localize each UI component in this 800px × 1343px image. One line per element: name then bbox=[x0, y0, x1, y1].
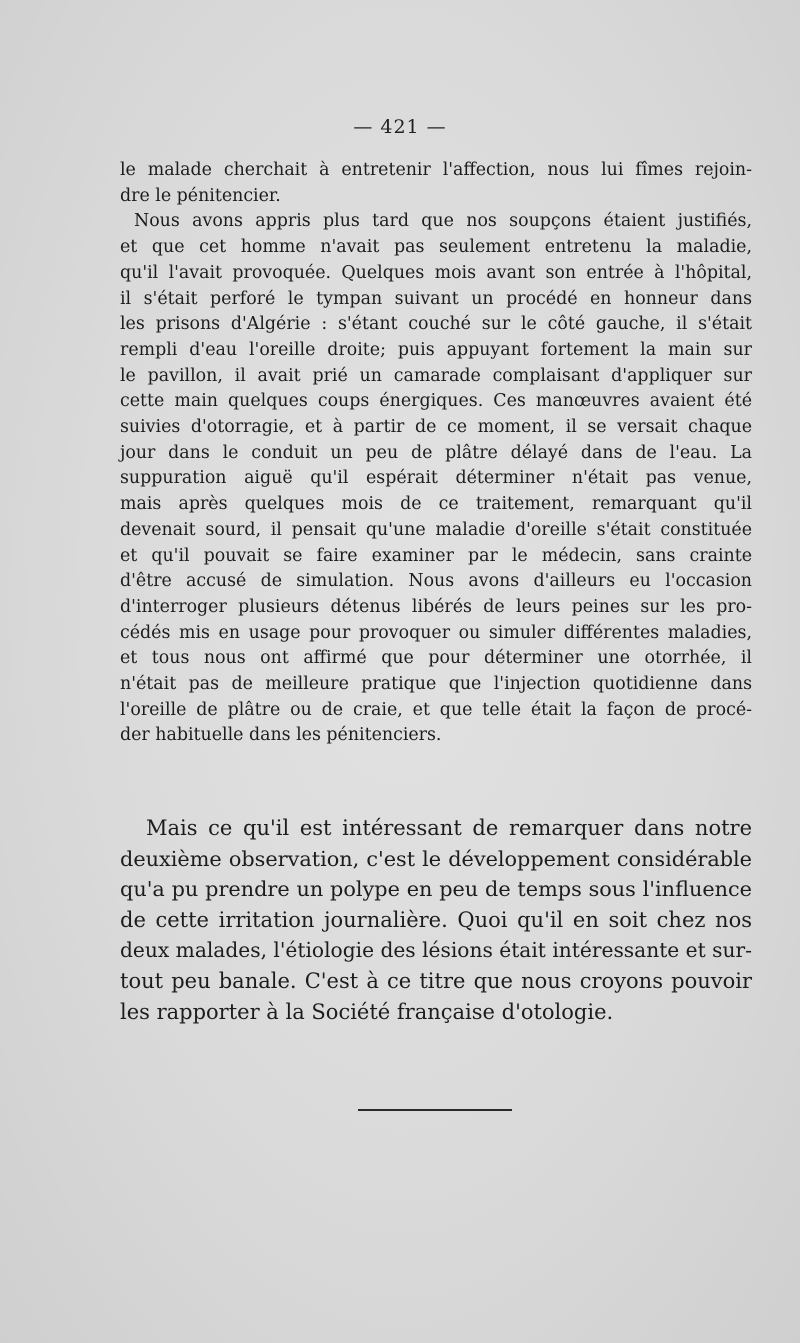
text-line: d'être accusé de simulation. Nous avons d'ailleurs eu l'occasion bbox=[120, 571, 752, 592]
text-line: suppuration aiguë qu'il espérait déterminer n'était pas venue, bbox=[120, 468, 752, 489]
text-line: et qu'il pouvait se faire examiner par le médecin, sans crainte bbox=[120, 545, 752, 566]
paragraph-2 bbox=[120, 209, 752, 749]
text-line: les rapporter à la Société française d'otologie. bbox=[120, 999, 614, 1024]
text-line: et que cet homme n'avait pas seulement entretenu la maladie, bbox=[120, 237, 752, 258]
text-line: Mais ce qu'il est intéressant de remarquer dans notre bbox=[146, 816, 752, 840]
page-number: — 421 — bbox=[353, 116, 447, 138]
text-line: le malade cherchait à entretenir l'affection, nous lui fîmes rejoin- bbox=[120, 160, 752, 180]
body-text-small bbox=[120, 158, 752, 749]
text-line: les prisons d'Algérie : s'étant couché sur le côté gauche, il s'était bbox=[120, 314, 752, 335]
text-line: cette main quelques coups énergiques. Ces manœuvres avaient été bbox=[120, 391, 752, 412]
text-line: qu'il l'avait provoquée. Quelques mois avant son entrée à l'hôpital, bbox=[120, 262, 752, 283]
section-end-rule bbox=[358, 1109, 512, 1111]
text-line: n'était pas de meilleure pratique que l'injection quotidienne dans bbox=[120, 674, 752, 695]
text-line: tout peu banale. C'est à ce titre que nous croyons pouvoir bbox=[120, 968, 752, 993]
text-line: devenait sourd, il pensait qu'une maladie d'oreille s'était constituée bbox=[120, 519, 752, 540]
text-line: deux malades, l'étiologie des lésions était intéressante et sur- bbox=[120, 938, 752, 963]
text-line: mais après quelques mois de ce traitement, remarquant qu'il bbox=[120, 494, 752, 515]
text-line: suivies d'otorragie, et à partir de ce moment, il se versait chaque bbox=[120, 417, 752, 438]
text-line: le pavillon, il avait prié un camarade complaisant d'appliquer sur bbox=[120, 365, 752, 386]
text-line: qu'a pu prendre un polype en peu de temps sous l'influence bbox=[120, 877, 752, 902]
text-line: d'interroger plusieurs détenus libérés de leurs peines sur les pro- bbox=[120, 596, 752, 617]
paragraph-3 bbox=[120, 813, 752, 1027]
text-line: l'oreille de plâtre ou de craie, et que telle était la façon de procé- bbox=[120, 699, 752, 720]
text-line: il s'était perforé le tympan suivant un procédé en honneur dans bbox=[120, 288, 752, 309]
paragraph-1 bbox=[120, 158, 752, 209]
text-line: et tous nous ont affirmé que pour déterminer une otorrhée, il bbox=[120, 648, 752, 669]
text-line: Nous avons appris plus tard que nos soupçons étaient justifiés, bbox=[134, 211, 752, 232]
text-line: dre le pénitencier. bbox=[120, 185, 281, 206]
text-line: der habituelle dans les pénitenciers. bbox=[120, 725, 442, 746]
text-line: deuxième observation, c'est le développement considérable bbox=[120, 846, 752, 871]
text-line: cédés mis en usage pour provoquer ou simuler différentes maladies, bbox=[120, 622, 752, 643]
text-line: jour dans le conduit un peu de plâtre délayé dans de l'eau. La bbox=[120, 442, 752, 463]
body-text-large bbox=[120, 813, 752, 1027]
text-line: de cette irritation journalière. Quoi qu'il en soit chez nos bbox=[120, 907, 752, 932]
text-line: rempli d'eau l'oreille droite; puis appuyant fortement la main sur bbox=[120, 339, 752, 360]
